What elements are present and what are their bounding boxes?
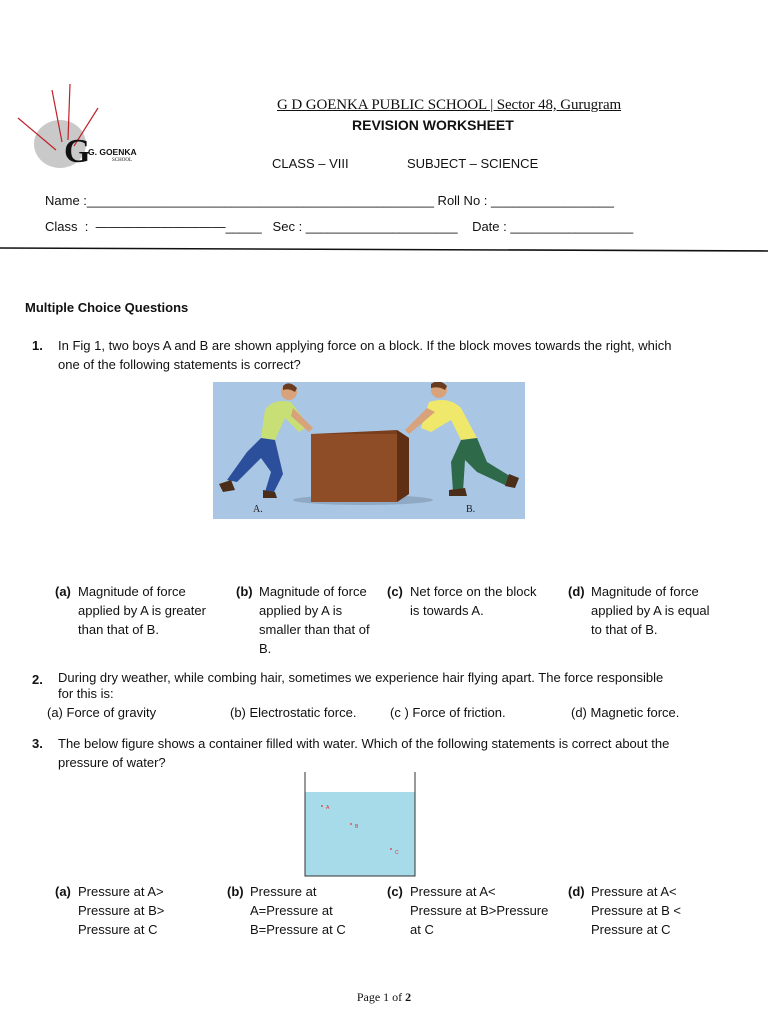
q3-option-d: Pressure at A< Pressure at B < Pressure at C bbox=[591, 884, 681, 937]
name-rollno-field: Name :________________________________________________ Roll No : _________________ bbox=[45, 193, 614, 208]
q1-option-b-letter: (b) bbox=[236, 584, 253, 599]
q3-option-c-letter: (c) bbox=[387, 884, 403, 899]
question-2-text: During dry weather, while combing hair, sometimes we experience hair flying apart. The force responsible for this is: bbox=[58, 670, 664, 701]
q2-option-b: (b) Electrostatic force. bbox=[230, 705, 357, 720]
subject-label: SUBJECT – SCIENCE bbox=[407, 156, 539, 171]
q1-option-c: Net force on the block is towards A. bbox=[410, 584, 537, 618]
q3-option-b: Pressure at A=Pressure at B=Pressure at C bbox=[250, 884, 346, 937]
point-b-label: B bbox=[355, 824, 359, 830]
q1-option-d-letter: (d) bbox=[568, 584, 585, 599]
point-c-label: C bbox=[395, 850, 399, 856]
q2-option-a: (a) Force of gravity bbox=[47, 705, 157, 720]
question-1-number: 1. bbox=[32, 338, 43, 353]
q2-option-c: (c ) Force of friction. bbox=[390, 705, 506, 720]
q3-option-d-letter: (d) bbox=[568, 884, 585, 899]
q3-option-c: Pressure at A< Pressure at B>Pressure at C bbox=[410, 884, 549, 937]
header-divider bbox=[0, 244, 768, 256]
page-number: Page 1 of 2 bbox=[356, 990, 412, 1004]
question-1-text: In Fig 1, two boys A and B are shown applying force on a block. If the block moves towards the right, which one of the following statements is correct? bbox=[58, 338, 672, 372]
figure-water-container bbox=[300, 772, 420, 878]
figure-1-boys-pushing-block bbox=[213, 382, 525, 519]
figure-1-label-b: B. bbox=[466, 504, 476, 515]
logo-subtext: SCHOOL bbox=[112, 158, 133, 163]
class-sec-date-field: Class : ——————————_____ Sec : _____________________ Date : _________________ bbox=[45, 219, 634, 234]
worksheet-title: REVISION WORKSHEET bbox=[352, 117, 514, 133]
q1-option-c-letter: (c) bbox=[387, 584, 403, 599]
section-heading: Multiple Choice Questions bbox=[25, 300, 189, 315]
class-label: CLASS – VIII bbox=[272, 156, 349, 171]
q3-option-b-letter: (b) bbox=[227, 884, 244, 899]
point-a-label: A bbox=[326, 805, 330, 811]
q3-option-a-letter: (a) bbox=[55, 884, 71, 899]
logo-text: G. GOENKA bbox=[88, 147, 137, 157]
q1-option-d: Magnitude of force applied by A is equal to that of B. bbox=[591, 584, 710, 637]
school-title: G D GOENKA PUBLIC SCHOOL | Sector 48, Gurugram bbox=[277, 97, 622, 113]
question-3-text: The below figure shows a container filled with water. Which of the following statements is correct about the pressure of water? bbox=[58, 736, 670, 770]
svg-text:G: G bbox=[64, 133, 91, 170]
question-3-number: 3. bbox=[32, 736, 43, 751]
question-2-number: 2. bbox=[32, 672, 43, 687]
q1-option-b: Magnitude of force applied by A is smaller than that of B. bbox=[259, 584, 370, 656]
q3-option-a: Pressure at A> Pressure at B> Pressure at C bbox=[78, 884, 165, 937]
school-logo bbox=[12, 82, 152, 177]
figure-1-label-a: A. bbox=[253, 504, 263, 515]
q2-option-d: (d) Magnetic force. bbox=[571, 705, 680, 720]
q1-option-a-letter: (a) bbox=[55, 584, 71, 599]
q1-option-a: Magnitude of force applied by A is greater than that of B. bbox=[78, 584, 206, 637]
